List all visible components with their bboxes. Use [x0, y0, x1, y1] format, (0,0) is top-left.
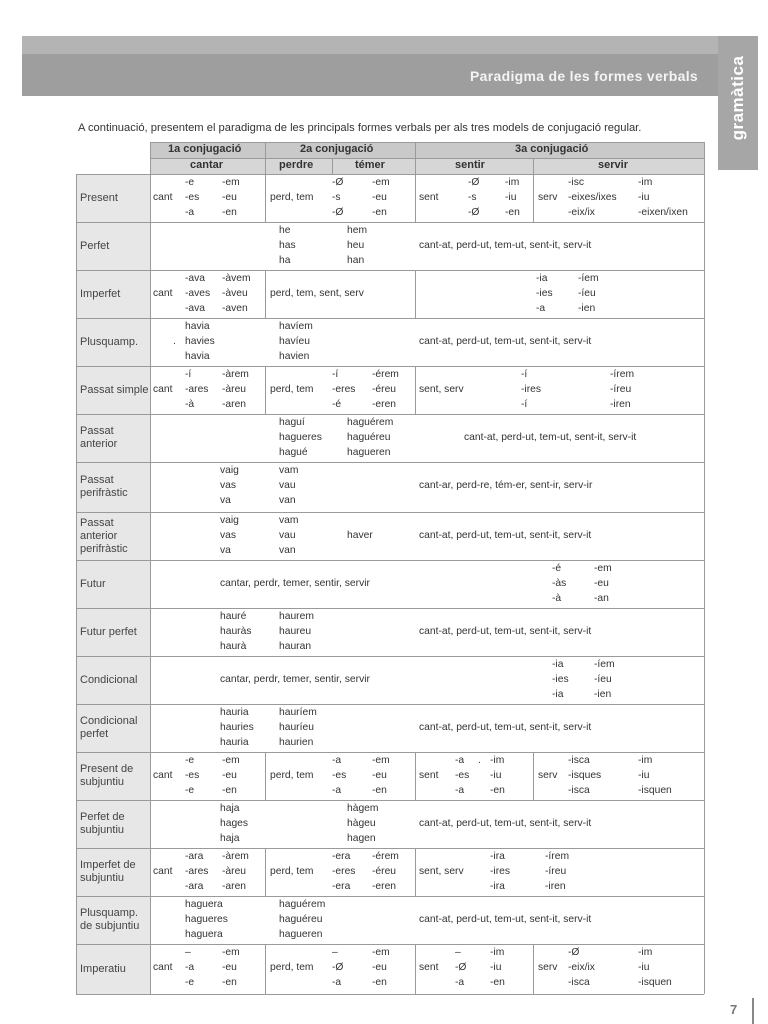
table-cell-text: -iu: [505, 192, 517, 203]
table-cell-text: sent, serv: [419, 866, 464, 877]
table-rule-row: [76, 270, 704, 271]
table-cell-text: perd, tem: [270, 192, 314, 203]
table-cell-text: .: [478, 755, 481, 766]
table-cell-text: –: [455, 947, 461, 958]
table-cell-text: -ien: [594, 689, 612, 700]
col-rule-conj: [265, 366, 266, 414]
table-cell-text: -im: [638, 177, 653, 188]
table-cell-text: -é: [552, 563, 562, 574]
table-cell-text: cant: [153, 192, 173, 203]
table-cell-text: hauré: [220, 611, 247, 622]
table-cell-text: -em: [372, 177, 390, 188]
table-cell-text: -em: [222, 755, 240, 766]
table-cell-text: -a: [536, 303, 546, 314]
table-cell-text: -isc: [568, 177, 585, 188]
table-cell-text: -íreu: [545, 866, 567, 877]
table-cell-text: -àrem: [222, 851, 249, 862]
table-cell-text: perd, tem: [270, 384, 314, 395]
table-cell-text: -àreu: [222, 384, 247, 395]
table-cell-text: -iu: [638, 770, 650, 781]
table-cell-text: -íeu: [594, 674, 612, 685]
table-cell-text: -ares: [185, 866, 209, 877]
table-cell-text: perd, tem: [270, 770, 314, 781]
table-cell-text: haurà: [220, 641, 247, 652]
table-cell-text: -a: [185, 962, 195, 973]
table-cell-text: ha: [279, 255, 291, 266]
col-rule-conj: [415, 142, 416, 174]
table-cell-text: perd, tem: [270, 962, 314, 973]
table-cell-text: -eu: [594, 578, 609, 589]
table-cell-text: hauria: [220, 707, 249, 718]
table-cell-text: hages: [220, 818, 249, 829]
table-cell-text: -en: [222, 785, 237, 796]
table-cell-text: -an: [594, 593, 609, 604]
table-cell-text: cant: [153, 962, 173, 973]
table-cell-text: haurien: [279, 737, 314, 748]
table-cell-text: -im: [638, 755, 653, 766]
table-cell-text: hauríeu: [279, 722, 314, 733]
table-rule-row: [76, 512, 704, 513]
table-cell-text: -im: [638, 947, 653, 958]
header-conj-3: 3a conjugació: [515, 143, 589, 155]
table-rule-row: [76, 414, 704, 415]
table-rule-right: [704, 142, 705, 994]
table-cell-text: -eres: [332, 866, 356, 877]
section-tab: [718, 36, 758, 170]
table-cell-text: -ia: [552, 659, 564, 670]
table-cell-text: cant-ar, perd-re, tém-er, sent-ir, serv-ir: [419, 480, 593, 491]
table-cell-text: -í: [521, 369, 528, 380]
table-cell-text: -aren: [222, 399, 247, 410]
table-cell-text: -im: [490, 755, 505, 766]
table-cell-text: -eu: [222, 192, 237, 203]
table-cell-text: hauran: [279, 641, 312, 652]
table-cell-text: -es: [185, 192, 200, 203]
table-cell-text: havíeu: [279, 336, 310, 347]
table-cell-text: -en: [372, 207, 387, 218]
table-cell-text: -em: [222, 947, 240, 958]
table-rule-row: [76, 560, 704, 561]
row-label: Passat simple: [80, 383, 149, 396]
table-cell-text: -eres: [332, 384, 356, 395]
table-cell-text: cant: [153, 866, 173, 877]
top-band: [22, 36, 730, 54]
table-cell-text: havien: [279, 351, 310, 362]
header-conj-2: 2a conjugació: [300, 143, 374, 155]
table-cell-text: cant: [153, 288, 173, 299]
table-cell-text: havies: [185, 336, 215, 347]
table-cell-text: -en: [490, 977, 505, 988]
table-cell-text: haguérem: [279, 899, 326, 910]
page-number-rule: [752, 998, 754, 1024]
table-cell-text: -es: [332, 770, 347, 781]
table-cell-text: -iu: [638, 192, 650, 203]
table-cell-text: -ares: [185, 384, 209, 395]
table-cell-text: hauria: [220, 737, 249, 748]
table-cell-text: havíem: [279, 321, 313, 332]
table-cell-text: cant-at, perd-ut, tem-ut, sent-it, serv-it: [419, 914, 592, 925]
header-sentir: sentir: [455, 159, 485, 171]
table-cell-text: van: [279, 495, 296, 506]
row-label: Perfet de subjuntiu: [80, 811, 125, 836]
table-cell-text: vaig: [220, 465, 239, 476]
table-cell-text: hagueren: [347, 447, 391, 458]
table-cell-text: -s: [332, 192, 341, 203]
col-rule-conj: [415, 174, 416, 222]
table-cell-text: -ies: [552, 674, 569, 685]
row-label: Present: [80, 191, 118, 204]
table-rule-row: [76, 848, 704, 849]
table-cell-text: serv: [538, 770, 558, 781]
table-cell-text: -aven: [222, 303, 248, 314]
table-cell-text: va: [220, 545, 231, 556]
table-rule-row: [76, 174, 704, 175]
table-rule-row: [76, 608, 704, 609]
table-cell-text: hagué: [279, 447, 308, 458]
table-cell-text: cantar, perdr, temer, sentir, servir: [220, 578, 370, 589]
table-cell-text: -iren: [545, 881, 566, 892]
table-cell-text: -Ø: [568, 947, 580, 958]
table-cell-text: -í: [185, 369, 192, 380]
table-cell-text: -a: [332, 755, 342, 766]
table-cell-text: -e: [185, 785, 195, 796]
table-cell-text: haguéreu: [347, 432, 391, 443]
row-label: Passat perifràstic: [80, 474, 128, 499]
table-cell-text: -eix/ix: [568, 207, 595, 218]
table-cell-text: -aren: [222, 881, 247, 892]
table-cell-text: vas: [220, 480, 237, 491]
table-cell-text: hagueres: [279, 432, 322, 443]
table-rule-row: [76, 462, 704, 463]
table-cell-text: .: [173, 336, 176, 347]
table-rule-top: [150, 142, 704, 143]
table-cell-text: sent: [419, 770, 439, 781]
table-cell-text: -í: [521, 399, 528, 410]
table-cell-text: -im: [505, 177, 520, 188]
table-cell-text: -ava: [185, 303, 206, 314]
table-cell-text: sent, serv: [419, 384, 464, 395]
title-bar: [22, 54, 730, 96]
table-cell-text: -aves: [185, 288, 211, 299]
table-cell-text: perd, tem, sent, serv: [270, 288, 364, 299]
table-cell-text: -ies: [536, 288, 553, 299]
table-cell-text: haurem: [279, 611, 314, 622]
table-cell-text: -eu: [372, 962, 387, 973]
table-cell-text: hauràs: [220, 626, 252, 637]
table-cell-text: -eren: [372, 881, 397, 892]
table-rule-row: [76, 896, 704, 897]
table-cell-text: -em: [372, 947, 390, 958]
header-conj-1: 1a conjugació: [168, 143, 242, 155]
table-cell-text: serv: [538, 962, 558, 973]
table-cell-text: haja: [220, 803, 240, 814]
table-cell-text: -iren: [610, 399, 631, 410]
table-cell-text: -e: [185, 977, 195, 988]
table-cell-text: -àreu: [222, 866, 247, 877]
table-cell-text: haguera: [185, 899, 223, 910]
table-cell-text: -íreu: [610, 384, 632, 395]
table-cell-text: haguí: [279, 417, 305, 428]
table-cell-text: -isca: [568, 755, 590, 766]
col-rule-sub: [332, 158, 333, 174]
row-label: Condicional: [80, 673, 138, 686]
table-cell-text: -eu: [222, 770, 237, 781]
table-cell-text: -eix/ix: [568, 962, 595, 973]
table-cell-text: -e: [185, 755, 195, 766]
table-cell-text: haver: [347, 530, 373, 541]
table-cell-text: -Ø: [468, 177, 480, 188]
row-label: Futur: [80, 577, 106, 590]
table-cell-text: haguéreu: [279, 914, 323, 925]
table-cell-text: -isquen: [638, 785, 672, 796]
table-cell-text: -íem: [594, 659, 615, 670]
table-cell-text: -àvem: [222, 273, 251, 284]
table-cell-text: -Ø: [332, 207, 344, 218]
table-cell-text: -a: [185, 207, 195, 218]
table-cell-text: -s: [468, 192, 477, 203]
table-cell-text: -eixen/ixen: [638, 207, 688, 218]
table-cell-text: cant-at, perd-ut, tem-ut, sent-it, serv-it: [419, 818, 592, 829]
table-cell-text: vam: [279, 515, 299, 526]
row-label: Present de subjuntiu: [80, 763, 134, 788]
table-cell-text: -em: [372, 755, 390, 766]
table-cell-text: he: [279, 225, 291, 236]
col-rule-conj: [415, 848, 416, 896]
col-rule-sub: [533, 752, 534, 800]
table-cell-text: –: [185, 947, 191, 958]
row-label: Passat anterior perifràstic: [80, 516, 128, 555]
table-cell-text: -à: [552, 593, 562, 604]
table-cell-text: has: [279, 240, 296, 251]
table-cell-text: hem: [347, 225, 368, 236]
table-cell-text: haguera: [185, 929, 223, 940]
table-cell-text: hagueres: [185, 914, 228, 925]
table-cell-text: -iu: [638, 962, 650, 973]
table-cell-text: -iu: [490, 962, 502, 973]
page-number: 7: [730, 1002, 738, 1017]
table-rule-row: [76, 704, 704, 705]
table-cell-text: -ires: [490, 866, 511, 877]
table-cell-text: havia: [185, 351, 210, 362]
table-cell-text: -àveu: [222, 288, 248, 299]
table-rule-label: [150, 142, 151, 994]
table-cell-text: -éreu: [372, 384, 397, 395]
table-cell-text: vau: [279, 480, 296, 491]
table-cell-text: -Ø: [455, 962, 467, 973]
table-cell-text: -eu: [372, 192, 387, 203]
table-cell-text: -em: [222, 177, 240, 188]
header-temer: témer: [355, 159, 385, 171]
table-cell-text: hauries: [220, 722, 254, 733]
table-cell-text: -a: [455, 755, 465, 766]
table-cell-text: -í: [332, 369, 339, 380]
table-cell-text: -à: [185, 399, 195, 410]
table-cell-text: -en: [490, 785, 505, 796]
table-cell-text: perd, tem: [270, 866, 314, 877]
table-cell-text: -Ø: [468, 207, 480, 218]
col-rule-conj: [265, 752, 266, 800]
col-rule-conj: [415, 752, 416, 800]
table-cell-text: vam: [279, 465, 299, 476]
col-rule-sub: [533, 174, 534, 222]
table-cell-text: -ara: [185, 881, 204, 892]
table-rule-row: [76, 752, 704, 753]
row-label: Condicional perfet: [80, 715, 138, 740]
table-cell-text: -isquen: [638, 977, 672, 988]
table-cell-text: cant-at, perd-ut, tem-ut, sent-it, serv-it: [419, 626, 592, 637]
table-cell-text: hàgem: [347, 803, 379, 814]
table-cell-text: -en: [505, 207, 520, 218]
table-cell-text: sent: [419, 192, 439, 203]
table-cell-text: -im: [490, 947, 505, 958]
table-cell-text: hagueren: [279, 929, 323, 940]
table-cell-text: -eixes/ixes: [568, 192, 617, 203]
table-cell-text: -Ø: [332, 177, 344, 188]
table-cell-text: -é: [332, 399, 342, 410]
table-cell-text: haguérem: [347, 417, 394, 428]
table-rule-row: [76, 222, 704, 223]
table-cell-text: -en: [222, 207, 237, 218]
table-cell-text: -eu: [222, 962, 237, 973]
table-cell-text: -ara: [185, 851, 204, 862]
table-rule-row: [76, 994, 704, 995]
table-cell-text: -e: [185, 177, 195, 188]
table-cell-text: -isca: [568, 977, 590, 988]
table-rule-header: [150, 158, 704, 159]
col-rule-conj: [415, 366, 416, 414]
table-cell-text: -en: [372, 977, 387, 988]
table-cell-text: cant-at, perd-ut, tem-ut, sent-it, serv-it: [419, 530, 592, 541]
intro-text: A continuació, presentem el paradigma de les principals formes verbals per als tres models de conjugació regular.: [78, 122, 642, 134]
table-cell-text: cant-at, perd-ut, tem-ut, sent-it, serv-it: [464, 432, 637, 443]
table-cell-text: hagen: [347, 833, 376, 844]
table-cell-text: -ira: [490, 851, 505, 862]
table-rule-row: [76, 366, 704, 367]
table-cell-text: -a: [455, 977, 465, 988]
table-cell-text: -a: [332, 785, 342, 796]
col-rule-sub: [533, 944, 534, 994]
col-rule-conj: [415, 944, 416, 994]
table-cell-text: -érem: [372, 851, 399, 862]
table-cell-text: -iu: [490, 770, 502, 781]
table-rule-row: [76, 944, 704, 945]
col-rule-sub: [533, 158, 534, 174]
table-cell-text: -en: [222, 977, 237, 988]
row-label: Imperfet de subjuntiu: [80, 859, 136, 884]
table-cell-text: -íem: [578, 273, 599, 284]
col-rule-conj: [265, 848, 266, 896]
table-rule-left: [76, 174, 77, 994]
table-cell-text: -írem: [545, 851, 570, 862]
table-cell-text: vas: [220, 530, 237, 541]
table-cell-text: -íeu: [578, 288, 596, 299]
table-cell-text: hàgeu: [347, 818, 376, 829]
row-label: Plusquamp.: [80, 335, 139, 348]
table-cell-text: sent: [419, 962, 439, 973]
table-cell-text: -írem: [610, 369, 635, 380]
table-cell-text: -ia: [552, 689, 564, 700]
header-cantar: cantar: [190, 159, 224, 171]
table-cell-text: -ien: [578, 303, 596, 314]
header-perdre: perdre: [279, 159, 314, 171]
table-cell-text: -isques: [568, 770, 602, 781]
table-cell-text: cant: [153, 770, 173, 781]
row-label: Imperfet: [80, 287, 121, 300]
table-cell-text: -era: [332, 881, 351, 892]
header-servir: servir: [598, 159, 628, 171]
table-rule-row: [76, 800, 704, 801]
row-label: Plusquamp. de subjuntiu: [80, 907, 140, 932]
table-cell-text: cant: [153, 384, 173, 395]
row-label: Perfet: [80, 239, 110, 252]
table-cell-text: -era: [332, 851, 351, 862]
table-cell-text: cant-at, perd-ut, tem-ut, sent-it, serv-it: [419, 240, 592, 251]
table-cell-text: han: [347, 255, 365, 266]
table-cell-text: -em: [594, 563, 612, 574]
table-cell-text: -a: [332, 977, 342, 988]
table-cell-text: -eu: [372, 770, 387, 781]
table-cell-text: -ia: [536, 273, 548, 284]
row-label: Futur perfet: [80, 625, 137, 638]
table-cell-text: cant-at, perd-ut, tem-ut, sent-it, serv-it: [419, 722, 592, 733]
table-cell-text: vaig: [220, 515, 239, 526]
table-cell-text: cantar, perdr, temer, sentir, servir: [220, 674, 370, 685]
col-rule-conj: [265, 270, 266, 318]
table-cell-text: -às: [552, 578, 567, 589]
row-label: Passat anterior: [80, 425, 118, 450]
table-cell-text: cant-at, perd-ut, tem-ut, sent-it, serv-it: [419, 336, 592, 347]
table-cell-text: hauríem: [279, 707, 317, 718]
table-cell-text: -en: [372, 785, 387, 796]
col-rule-conj: [265, 174, 266, 222]
row-label: Imperatiu: [80, 962, 126, 975]
table-cell-text: -eren: [372, 399, 397, 410]
table-cell-text: -érem: [372, 369, 399, 380]
table-cell-text: -ires: [521, 384, 542, 395]
table-cell-text: -a: [455, 785, 465, 796]
page-title: Paradigma de les formes verbals: [470, 68, 698, 84]
table-cell-text: heu: [347, 240, 365, 251]
table-cell-text: -ava: [185, 273, 206, 284]
col-rule-conj: [415, 270, 416, 318]
table-cell-text: -isca: [568, 785, 590, 796]
table-rule-row: [76, 656, 704, 657]
table-cell-text: -éreu: [372, 866, 397, 877]
table-cell-text: serv: [538, 192, 558, 203]
table-cell-text: -àrem: [222, 369, 249, 380]
section-tab-label: gramàtica: [728, 55, 747, 141]
table-cell-text: havia: [185, 321, 210, 332]
table-cell-text: –: [332, 947, 338, 958]
table-cell-text: haja: [220, 833, 240, 844]
table-cell-text: -Ø: [332, 962, 344, 973]
table-cell-text: va: [220, 495, 231, 506]
table-cell-text: -es: [455, 770, 470, 781]
col-rule-conj: [265, 944, 266, 994]
table-rule-row: [76, 318, 704, 319]
table-cell-text: vau: [279, 530, 296, 541]
table-cell-text: van: [279, 545, 296, 556]
table-cell-text: haureu: [279, 626, 312, 637]
table-cell-text: -es: [185, 770, 200, 781]
table-cell-text: -ira: [490, 881, 505, 892]
col-rule-conj: [265, 142, 266, 174]
